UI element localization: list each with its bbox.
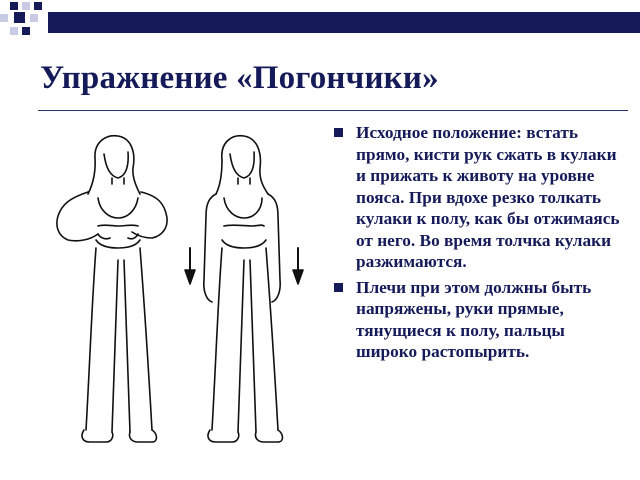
square-bullet-icon [334,283,343,292]
deco-square [34,2,42,10]
exercise-description [332,122,622,367]
slide-title: Упражнение «Погончики» [40,60,439,96]
deco-square [14,12,25,23]
deco-square [10,2,18,10]
bullet-shoulders [332,277,622,363]
exercise-figures-illustration [40,130,330,470]
bullet-text: Плечи при этом должны быть напряжены, руки прямые, тянущиеся к полу, пальцы широко растопырить. [356,277,592,361]
header-bar [48,12,640,33]
deco-square [0,14,8,22]
deco-square [30,14,38,22]
bullet-text: встать прямо, кисти рук сжать в кулаки и прижать к животу на уровне пояса. При вдохе резко толкать кулаки к полу, как бы отжимаясь от него. Во время толчка кулаки разжимаются. [356,123,620,271]
deco-square [10,27,18,35]
figure-fists-at-waist [57,136,167,442]
title-underline [38,110,628,111]
figure-arms-down [185,136,303,442]
deco-square [22,27,30,35]
deco-square [22,2,30,10]
bullet-starting-position [332,122,622,273]
header-decoration [0,0,640,40]
square-bullet-icon [334,128,343,137]
bullet-label: Исходное положение: [356,123,522,142]
